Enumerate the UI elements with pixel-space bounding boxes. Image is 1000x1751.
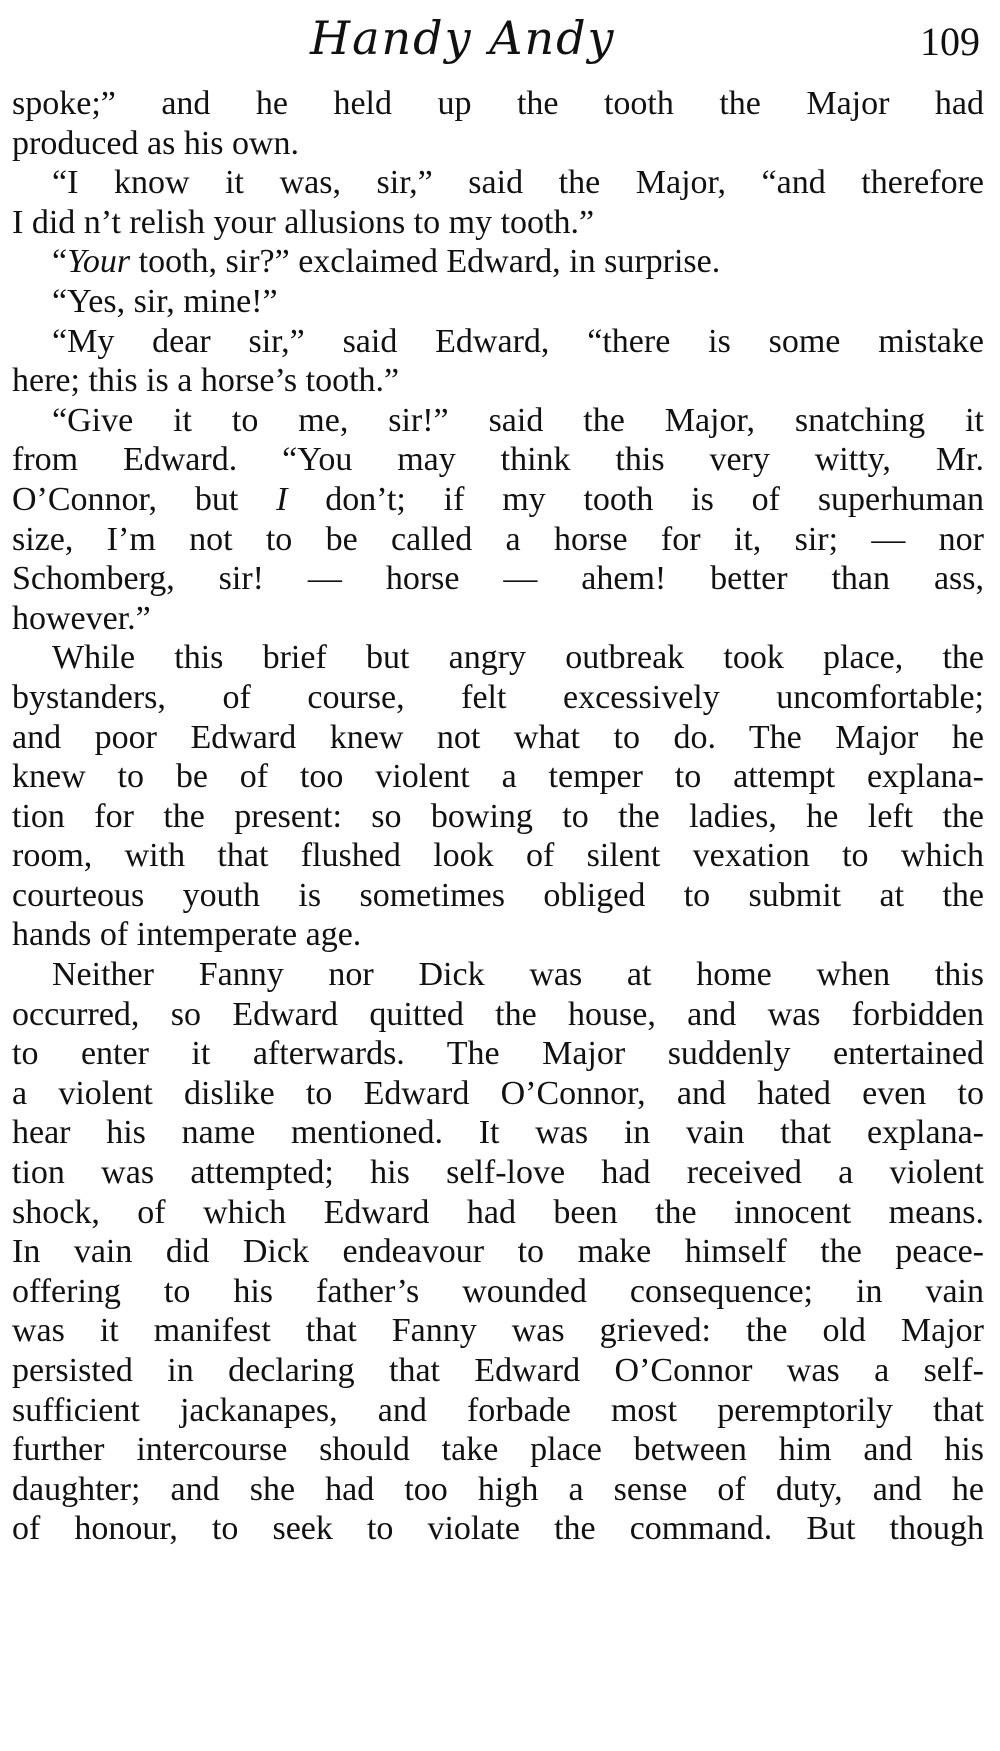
text-line: hear his name mentioned. It was in vain that explana- [12,1114,984,1152]
text-line: sufficient jackanapes, and forbade most peremptorily that [12,1391,984,1429]
text-line: produced as his own. [12,124,300,162]
text-line: bystanders, of course, felt excessively uncomfortable; [12,678,984,716]
text-line: a violent dislike to Edward O’Connor, and hated even to [12,1074,984,1112]
text-line: persisted in declaring that Edward O’Connor was a self- [12,1352,984,1389]
text-line: shock, of which Edward had been the innocent means. [12,1193,984,1231]
text-line: tion for the present: so bowing to the ladies, he left the [12,797,984,835]
text-line: courteous youth is sometimes obliged to submit at the [12,876,984,914]
text-line: size, I’m not to be called a horse for it, sir; — nor [12,520,984,558]
page-number: 109 [920,19,980,64]
text-line: In vain did Dick endeavour to make himself the peace- [12,1233,984,1271]
body-text [12,84,984,1549]
text-line: I did n’t relish your allusions to my tooth.” [12,203,595,241]
text-line: “My dear sir,” said Edward, “there is some mistake [52,322,984,360]
text-line: room, with that flushed look of silent vexation to which [12,837,984,875]
text-line: “I know it was, sir,” said the Major, “and therefore [52,164,984,202]
text-line: of honour, to seek to violate the command. But though [12,1510,984,1548]
text-line: O’Connor, but I don’t; if my tooth is of superhuman [12,480,984,518]
text-line: “Yes, sir, mine!” [52,282,278,320]
text-line: offering to his father’s wounded consequence; in vain [12,1272,984,1310]
running-title: Handy Andy [310,11,616,65]
text-line: to enter it afterwards. The Major suddenly entertained [12,1035,984,1073]
text-line: knew to be of too violent a temper to attempt explana- [12,758,984,796]
text-line: daughter; and she had too high a sense of duty, and he [12,1470,984,1508]
text-line: hands of intemperate age. [12,916,362,954]
text-line: While this brief but angry outbreak took place, the [52,639,984,677]
text-line: was it manifest that Fanny was grieved: the old Major [12,1312,984,1350]
text-line: however.” [12,599,151,637]
text-line: occurred, so Edward quitted the house, and was forbidden [12,995,984,1033]
text-line: further intercourse should take place between him and his [12,1431,984,1469]
text-line: and poor Edward knew not what to do. The Major he [12,718,984,756]
text-line: Neither Fanny nor Dick was at home when this [52,956,984,994]
italic-word: Your [67,243,131,281]
text-line: Schomberg, sir! — horse — ahem! better than ass, [12,560,984,598]
text-line: tion was attempted; his self-love had received a violent [12,1154,984,1192]
italic-word: I [276,480,288,518]
page-header [0,8,980,78]
text-line: “Your tooth, sir?” exclaimed Edward, in surprise. [52,243,721,281]
text-line: here; this is a horse’s tooth.” [12,362,400,400]
text-line: spoke;” and he held up the tooth the Major had [12,85,984,122]
text-line: “Give it to me, sir!” said the Major, snatching it [52,401,984,439]
text-line: from Edward. “You may think this very witty, Mr. [12,441,984,479]
